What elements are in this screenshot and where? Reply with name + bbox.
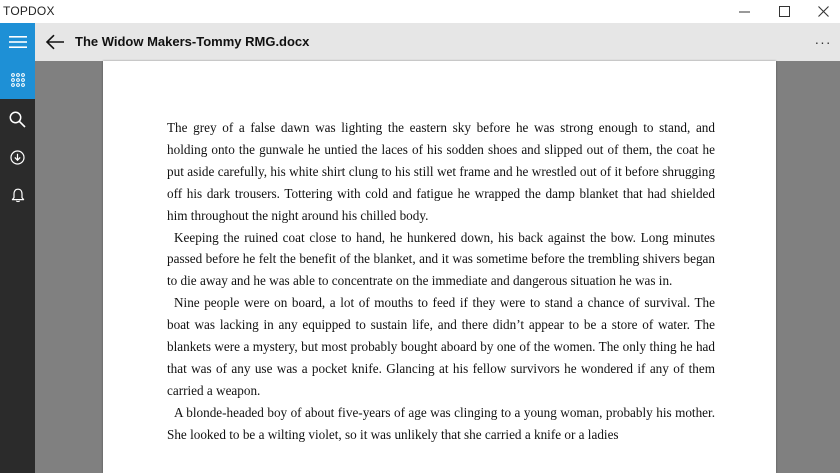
- maximize-button[interactable]: [764, 0, 804, 23]
- page-content: [167, 117, 715, 446]
- paragraph: Nine people were on board, a lot of mouths to feed if they were to stand a chance of survival. The boat was lacking in any equipped to sustain life, and there didn’t appear to be a store of water. The blankets were a mystery, but most probably bought aboard by one of the women. The only thing he had that was of any use was a pocket knife. Glancing at his fellow survivors he wondered if any of them carried a weapon.: [167, 295, 715, 398]
- back-arrow-icon: [45, 34, 65, 50]
- close-button[interactable]: [803, 0, 840, 23]
- document-page: [103, 61, 776, 473]
- grid-icon: [11, 73, 25, 87]
- minimize-icon: [739, 6, 750, 17]
- download-icon: [10, 150, 25, 165]
- minimize-button[interactable]: [724, 0, 764, 23]
- notifications-button[interactable]: [0, 176, 35, 214]
- close-icon: [818, 6, 829, 17]
- hamburger-icon: [9, 35, 27, 49]
- back-button[interactable]: [43, 30, 67, 54]
- document-viewer[interactable]: [35, 61, 840, 473]
- document-header: [35, 23, 840, 61]
- paragraph: A blonde-headed boy of about five-years of age was clinging to a young woman, probably his mother. She looked to be a wilting violet, so it was unlikely that she carried a knife or a ladies: [167, 404, 715, 442]
- title-bar: [0, 0, 840, 23]
- search-icon: [9, 111, 26, 128]
- app-name: TOPDOX: [3, 4, 55, 18]
- document-title: The Widow Makers-Tommy RMG.docx: [75, 34, 310, 49]
- menu-button[interactable]: [0, 23, 35, 61]
- more-options-button[interactable]: ···: [814, 34, 832, 50]
- paragraph: The grey of a false dawn was lighting the eastern sky before he was strong enough to stand, and holding onto the gunwale he untied the laces of his sodden shoes and slipped out of them, the coat he put aside carefully, his white shirt clung to his still wet frame and he wrestled out of it before shrugging off his dark trousers. Tottering with cold and fatigue he wrapped the damp blanket that had shielded him throughout the night around his chilled body.: [167, 120, 715, 223]
- search-button[interactable]: [0, 100, 35, 138]
- downloads-button[interactable]: [0, 138, 35, 176]
- apps-button[interactable]: [0, 61, 35, 99]
- bell-icon: [11, 188, 25, 203]
- sidebar: [0, 23, 35, 473]
- paragraph: Keeping the ruined coat close to hand, he hunkered down, his back against the bow. Long minutes passed before he felt the benefit of the blanket, and it was sometime before the trembling shivers began to die away and he was able to concentrate on the immediate and dangerous situation he was in.: [167, 229, 715, 289]
- maximize-icon: [779, 6, 790, 17]
